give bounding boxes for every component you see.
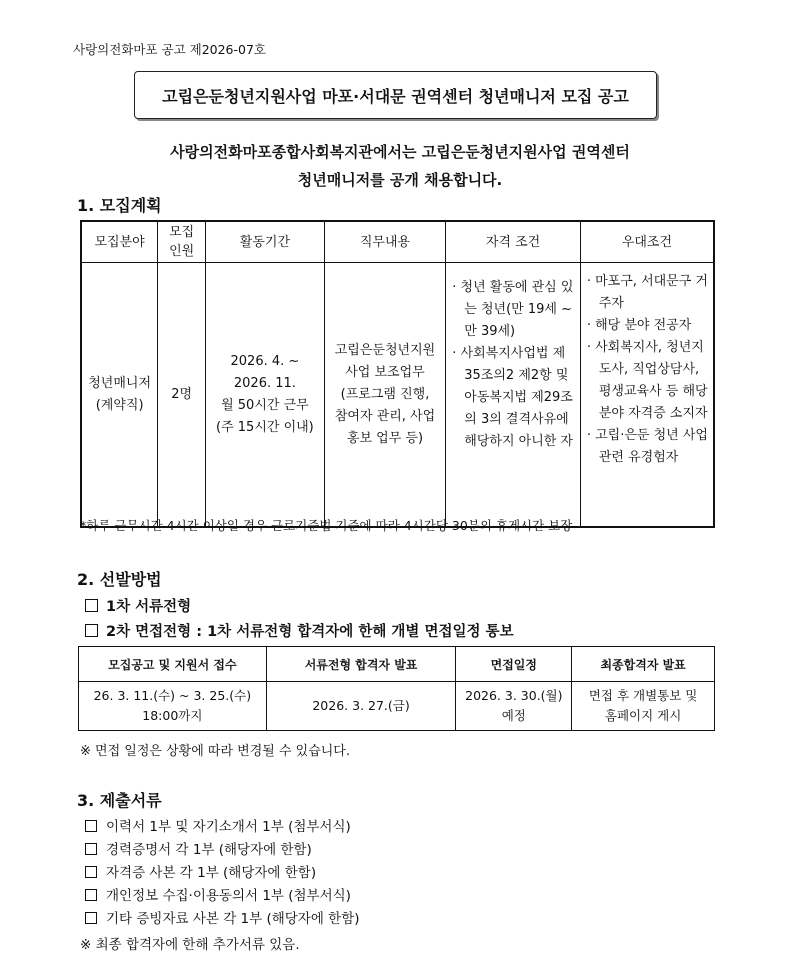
checkbox-icon bbox=[85, 820, 97, 832]
header-field: 모집분야 bbox=[81, 221, 158, 263]
header-interview: 면접일정 bbox=[456, 647, 572, 682]
header-period: 활동기간 bbox=[206, 221, 325, 263]
cell-final-result: 면접 후 개별통보 및 홈페이지 게시 bbox=[572, 682, 715, 731]
checkbox-icon bbox=[85, 843, 97, 855]
intro-line-1: 사랑의전화마포종합사회복지관에서는 고립은둔청년지원사업 권역센터 bbox=[170, 143, 630, 161]
selection-step-1: 1차 서류전형 bbox=[85, 595, 191, 616]
qualification-item: · 사회복지사업법 제35조의2 제2항 및 아동복지법 제29조의 3의 결격사유에 해당하지 아니한 자 bbox=[452, 346, 573, 449]
preference-item: · 마포구, 서대문구 거주자 bbox=[586, 274, 708, 311]
section-heading-documents: 3. 제출서류 bbox=[77, 791, 162, 810]
selection-step-2: 2차 면접전형 : 1차 서류전형 합격자에 한해 개별 면접일정 통보 bbox=[85, 620, 514, 641]
preference-item: · 고립·은둔 청년 사업 관련 유경험자 bbox=[586, 428, 708, 465]
preference-item: · 사회복지사, 청년지도사, 직업상담사, 평생교육사 등 해당 분야 자격증 소지자 bbox=[586, 340, 708, 421]
header-document-result: 서류전형 합격자 발표 bbox=[266, 647, 456, 682]
rest-time-note: *하루 근무시간 4시간 이상일 경우 근로기준법 기준에 따라 4시간당 30분의 휴게시간 보장 bbox=[80, 518, 573, 533]
checkbox-icon bbox=[85, 912, 97, 924]
document-item: 자격증 사본 각 1부 (해당자에 한함) bbox=[85, 861, 316, 881]
header-duties: 직무내용 bbox=[324, 221, 446, 263]
section-heading-recruitment-plan: 1. 모집계획 bbox=[77, 196, 162, 215]
document-item: 기타 증빙자료 사본 각 1부 (해당자에 한함) bbox=[85, 907, 360, 927]
document-item: 경력증명서 각 1부 (해당자에 한함) bbox=[85, 838, 312, 858]
header-count: 모집 인원 bbox=[158, 221, 206, 263]
cell-preferences bbox=[580, 263, 714, 528]
schedule-change-note: ※ 면접 일정은 상황에 따라 변경될 수 있습니다. bbox=[80, 744, 350, 759]
cell-field: 청년매니저 (계약직) bbox=[81, 263, 158, 528]
table-row bbox=[79, 682, 715, 731]
checkbox-icon bbox=[85, 866, 97, 878]
header-final-result: 최종합격자 발표 bbox=[572, 647, 715, 682]
additional-documents-note: ※ 최종 합격자에 한해 추가서류 있음. bbox=[80, 937, 300, 953]
page-title: 고립은둔청년지원사업 마포·서대문 권역센터 청년매니저 모집 공고 bbox=[134, 71, 657, 119]
preference-item: · 해당 분야 전공자 bbox=[586, 318, 692, 333]
table-row bbox=[81, 263, 714, 528]
section-heading-selection: 2. 선발방법 bbox=[77, 570, 162, 589]
document-item: 이력서 1부 및 자기소개서 1부 (첨부서식) bbox=[85, 815, 351, 835]
cell-duties: 고립은둔청년지원 사업 보조업무 (프로그램 진행, 참여자 관리, 사업 홍보 업무 등) bbox=[324, 263, 446, 528]
qualification-item: · 청년 활동에 관심 있는 청년(만 19세 ~ 만 39세) bbox=[452, 280, 574, 339]
checkbox-icon bbox=[85, 889, 97, 901]
header-preferences: 우대조건 bbox=[580, 221, 714, 263]
table-header-row bbox=[79, 647, 715, 682]
cell-document-result-date: 2026. 3. 27.(금) bbox=[266, 682, 456, 731]
recruitment-plan-table bbox=[80, 220, 715, 528]
intro-line-2: 청년매니저를 공개 채용합니다. bbox=[297, 171, 503, 189]
header-qualifications: 자격 조건 bbox=[446, 221, 581, 263]
cell-count: 2명 bbox=[158, 263, 206, 528]
cell-interview-date: 2026. 3. 30.(월) 예정 bbox=[456, 682, 572, 731]
schedule-table bbox=[78, 646, 715, 731]
table-header-row bbox=[81, 221, 714, 263]
cell-period: 2026. 4. ~ 2026. 11. 월 50시간 근무 (주 15시간 이내) bbox=[206, 263, 325, 528]
checkbox-icon bbox=[85, 599, 98, 612]
header-application: 모집공고 및 지원서 접수 bbox=[79, 647, 267, 682]
cell-application-period: 26. 3. 11.(수) ~ 3. 25.(수) 18:00까지 bbox=[79, 682, 267, 731]
checkbox-icon bbox=[85, 624, 98, 637]
cell-qualifications bbox=[446, 263, 581, 528]
document-number: 사랑의전화마포 공고 제2026-07호 bbox=[73, 42, 267, 57]
document-item: 개인정보 수집·이용동의서 1부 (첨부서식) bbox=[85, 884, 351, 904]
